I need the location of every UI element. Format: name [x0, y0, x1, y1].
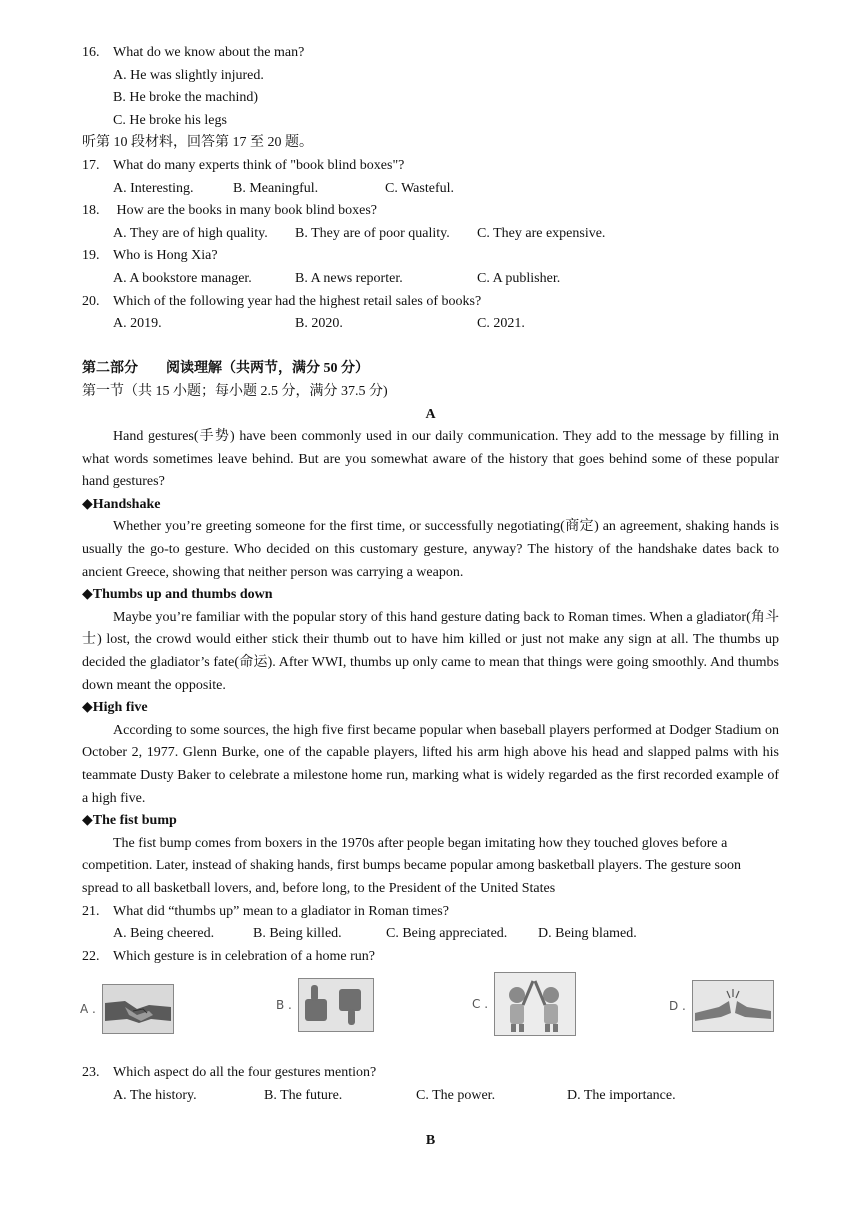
options-row: [82, 313, 779, 336]
thumbs-heading: ◆Thumbs up and thumbs down: [82, 587, 273, 603]
option-c: C. He broke his legs: [113, 112, 227, 128]
passage-b-letter: B: [425, 1133, 436, 1149]
question-23: [82, 1062, 779, 1085]
high-five-image: [494, 972, 576, 1036]
question-text: What do we know about the man?: [113, 45, 305, 60]
question-text: Which aspect do all the four gestures mention?: [113, 1065, 377, 1081]
question-number: 21.: [82, 903, 100, 919]
question-number: 22.: [82, 948, 100, 964]
option-d: D. Being blamed.: [538, 926, 637, 942]
question-number: 16.: [82, 45, 100, 60]
listening-instruction: 听第 10 段材料，回答第 17 至 20 题。: [82, 135, 313, 151]
question-text: What did “thumbs up” mean to a gladiator in Roman times?: [113, 903, 449, 919]
options-row: [82, 923, 779, 946]
handshake-heading: ◆Handshake: [82, 496, 161, 512]
question-text: Which of the following year had the highest retail sales of books?: [113, 293, 482, 309]
gesture-images-row: [82, 972, 779, 1052]
part-two-title: 第二部分 阅读理解（共两节，满分 50 分）: [82, 361, 369, 377]
question-18: [82, 200, 779, 223]
passage-intro: Hand gestures(手势) have been commonly used in our daily communication. They add to the message by filling in what words sometimes leave behind. But are you somewhat aware of the history that goes behind some of these popular hand gestures?: [82, 429, 779, 490]
option-d: D. The importance.: [567, 1087, 676, 1103]
option-a: A. 2019.: [113, 316, 162, 332]
question-number: 23.: [82, 1065, 100, 1081]
fist-bump-heading: ◆The fist bump: [82, 813, 177, 829]
option-a: A. Being cheered.: [113, 926, 215, 942]
question-text: How are the books in many book blind boxes?: [113, 203, 378, 219]
options-row: [82, 268, 779, 291]
option-b: B. Meaningful.: [233, 180, 319, 196]
thumbs-paragraph: Maybe you’re familiar with the popular story of this hand gesture dating back to Roman times. When a gladiator(角斗士) lost, the crowd would either stick their thumb out to have him killed or just not make any sign at all. The thumbs up decided the gladiator’s fate(命运). After WWI, thumbs up only came to mean that things were going smoothly. And thumbs down meant the opposite.: [82, 609, 779, 693]
options-row: [82, 1085, 779, 1108]
question-number: 19.: [82, 248, 100, 264]
image-label: C .: [472, 997, 489, 1012]
option-c: C. Being appreciated.: [386, 926, 508, 942]
option-c: C. The power.: [416, 1087, 496, 1103]
image-option-d: [669, 980, 774, 1032]
fist-bump-paragraph: The fist bump comes from boxers in the 1970s after people began imitating how they touched gloves before a competition. Later, instead of shaking hands, first bumps became popular among basketball players. The gesture soon spread to all basketball lovers, and, before long, to the President of the United States: [82, 835, 741, 896]
image-option-c: [472, 972, 576, 1036]
image-option-b: [276, 978, 374, 1032]
handshake-image: [102, 984, 174, 1034]
question-number: 17.: [82, 157, 100, 173]
question-number: 18.: [82, 203, 100, 219]
option-a: A. They are of high quality.: [113, 225, 268, 241]
option-b: B. Being killed.: [253, 926, 342, 942]
option-c: C. 2021.: [477, 316, 525, 332]
exam-page: [82, 42, 779, 1153]
high-five-heading: ◆High five: [82, 700, 148, 716]
question-21: [82, 901, 779, 924]
handshake-paragraph: Whether you’re greeting someone for the first time, or successfully negotiating(商定) an agreement, shaking hands is usually the go-to gesture. Who decided on this customary gesture, anyway? The history of the handshake dates back to ancient Greece, showing that neither person was carrying a weapon.: [82, 519, 779, 580]
image-label: D .: [669, 999, 686, 1014]
question-20: [82, 291, 779, 314]
option-b: B. 2020.: [295, 316, 343, 332]
option-a: A. Interesting.: [113, 180, 194, 196]
question-text: What do many experts think of "book blind boxes"?: [113, 157, 405, 173]
question-text: Which gesture is in celebration of a home run?: [113, 948, 376, 964]
option-b: B. A news reporter.: [295, 270, 403, 286]
option-c: C. A publisher.: [477, 270, 561, 286]
high-five-paragraph: According to some sources, the high five first became popular when baseball players performed at Dodger Stadium on October 2, 1977. Glenn Burke, one of the capable players, lifted his arm high above his head and slapped palms with his teammate Dusty Baker to celebrate a milestone home run, marking what is widely regarded as the first recorded example of a high five.: [82, 722, 779, 806]
option-b: B. He broke the machind): [113, 90, 259, 106]
question-number: 20.: [82, 293, 100, 309]
options-row: [82, 178, 779, 201]
question-22: [82, 946, 779, 969]
option-c: C. They are expensive.: [477, 225, 606, 241]
option-a: A. He was slightly injured.: [113, 67, 264, 83]
option-a: A. A bookstore manager.: [113, 270, 252, 286]
question-17: [82, 155, 779, 178]
image-label: B .: [276, 998, 292, 1013]
option-c: C. Wasteful.: [385, 180, 454, 196]
option-b: B. They are of poor quality.: [295, 225, 450, 241]
image-label: A .: [80, 1002, 96, 1017]
question-19: [82, 245, 779, 268]
section-one-title: 第一节（共 15 小题；每小题 2.5 分，满分 37.5 分): [82, 383, 388, 399]
options-row: [82, 223, 779, 246]
fist-bump-image: [692, 980, 774, 1032]
question-16: [82, 42, 779, 65]
option-b: B. The future.: [264, 1087, 343, 1103]
image-option-a: [80, 984, 174, 1034]
thumbs-up-down-image: [298, 978, 374, 1032]
question-text: Who is Hong Xia?: [113, 248, 218, 264]
option-a: A. The history.: [113, 1087, 197, 1103]
passage-a-letter: A: [425, 406, 436, 422]
